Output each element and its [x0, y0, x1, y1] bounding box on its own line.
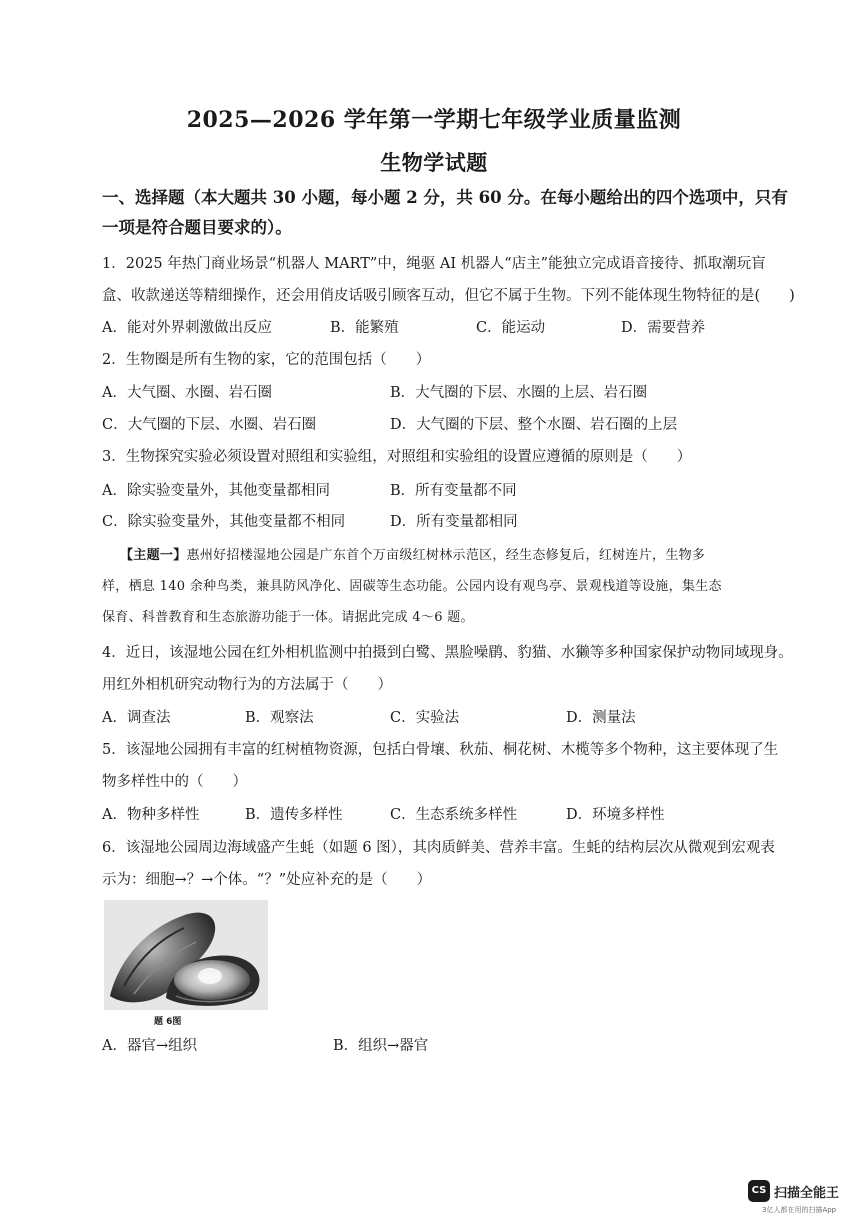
figure-caption: 题 6图	[154, 1017, 182, 1027]
section-heading-line1: 一、选择题（本大题共 30 小题，每小题 2 分，共 60 分。在每小题给出的四个选项中，只有	[102, 188, 788, 207]
q2-option-b: B．大气圈的下层、水圈的上层、岩石圈	[390, 385, 648, 401]
exam-subtitle: 生物学试题	[380, 150, 488, 175]
q5-option-c: C．生态系统多样性	[390, 807, 518, 823]
q4-option-d: D．测量法	[566, 710, 636, 726]
q4-stem-line2: 用红外相机研究动物行为的方法属于（ ）	[102, 677, 392, 693]
theme1-line1	[120, 546, 800, 566]
q1-option-a: A．能对外界刺激做出反应	[102, 320, 272, 336]
q5-stem-line2: 物多样性中的（ ）	[102, 774, 247, 790]
scanner-name: 扫描全能王	[774, 1186, 840, 1201]
scanner-watermark	[748, 1180, 858, 1220]
q1-option-c: C．能运动	[476, 320, 546, 336]
q1-stem-line2: 盒、收款递送等精细操作，还会用俏皮话吸引顾客互动，但它不属于生物。下列不能体现生物特征的是( )	[102, 288, 795, 304]
theme1-line3: 保育、科普教育和生态旅游功能于一体。请据此完成 4～6 题。	[102, 610, 474, 625]
oyster-image	[104, 900, 268, 1010]
exam-title: 2025—2026 学年第一学期七年级学业质量监测	[186, 107, 682, 133]
q3-stem: 3．生物探究实验必须设置对照组和实验组，对照组和实验组的设置应遵循的原则是（ ）	[102, 449, 692, 465]
section-heading-line2: 一项是符合题目要求的）。	[102, 218, 292, 237]
q1-option-b: B．能繁殖	[330, 320, 399, 336]
q1-option-d: D．需要营养	[621, 320, 706, 336]
q1-stem-line1: 1．2025 年热门商业场景“机器人 MART”中，绳驱 AI 机器人“店主”能独立完成语音接待、抓取潮玩盲	[102, 256, 766, 272]
q5-option-a: A．物种多样性	[102, 807, 200, 823]
theme1-text1: 惠州好招楼湿地公园是广东首个万亩级红树林示范区，经生态修复后，红树连片，生物多	[186, 548, 706, 563]
theme1-label: 【主题一】	[120, 548, 187, 563]
q4-stem-line1: 4．近日，该湿地公园在红外相机监测中拍摄到白鹭、黑脸噪鹛、豹猫、水獭等多种国家保护动物同域现身。	[102, 645, 793, 661]
q4-option-b: B．观察法	[245, 710, 314, 726]
q5-option-d: D．环境多样性	[566, 807, 665, 823]
q6-option-b: B．组织→器官	[333, 1038, 429, 1054]
q6-stem-line2: 示为：细胞→？→个体。“？”处应补充的是（ ）	[102, 872, 432, 888]
q2-stem: 2．生物圈是所有生物的家，它的范围包括（ ）	[102, 352, 431, 368]
q3-option-b: B．所有变量都不同	[390, 483, 517, 499]
q2-option-a: A．大气圈、水圈、岩石圈	[102, 385, 272, 401]
scanner-tagline: 3亿人都在用的扫描App	[762, 1206, 837, 1214]
scanner-logo-icon: CS	[748, 1180, 770, 1202]
q6-option-a: A．器官→组织	[102, 1038, 198, 1054]
q5-stem-line1: 5．该湿地公园拥有丰富的红树植物资源，包括白骨壤、秋茄、桐花树、木榄等多个物种，这主要体现了生	[102, 742, 779, 758]
q2-option-c: C．大气圈的下层、水圈、岩石圈	[102, 417, 317, 433]
q6-stem-line1: 6．该湿地公园周边海域盛产生蚝（如题 6 图），其肉质鲜美、营养丰富。生蚝的结构层次从微观到宏观表	[102, 840, 775, 856]
q4-option-c: C．实验法	[390, 710, 460, 726]
q2-option-d: D．大气圈的下层、整个水圈、岩石圈的上层	[390, 417, 678, 433]
theme1-line2: 样，栖息 140 余种鸟类，兼具防风净化、固碳等生态功能。公园内设有观鸟亭、景观栈道等设施，集生态	[102, 579, 722, 594]
q3-option-c: C．除实验变量外，其他变量都不相同	[102, 514, 346, 530]
q3-option-d: D．所有变量都相同	[390, 514, 518, 530]
q3-option-a: A．除实验变量外，其他变量都相同	[102, 483, 330, 499]
q4-option-a: A．调查法	[102, 710, 171, 726]
q5-option-b: B．遗传多样性	[245, 807, 343, 823]
